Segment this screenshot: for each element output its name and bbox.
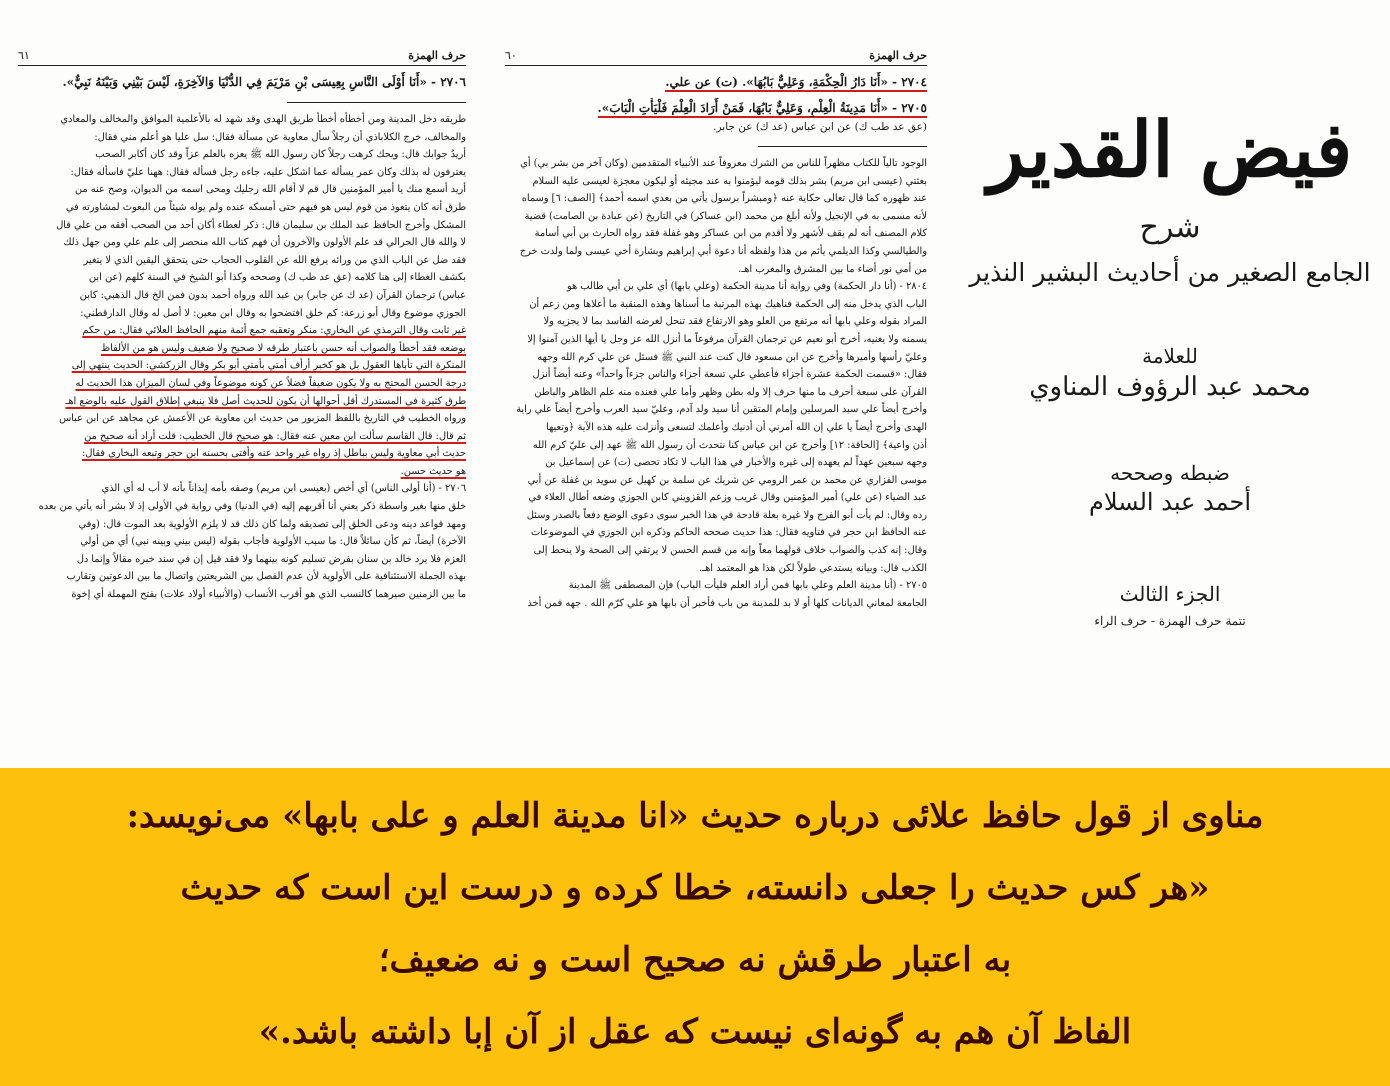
text-line: الوجود تالياً للكتاب مظهراً للناس من الشرك معروفاً عند الأنبياء المتقدمين (وكان آخر من بشر بي) أي [520,158,927,169]
cover-scholar-label: للعلامة [1142,344,1198,368]
text-line: أذن واعية﴾ [الحاقة: ١٢] وأخرج عن ابن عباس كنا نتحدث أن رسول الله ﷺ عهد إلى عليّ كرم الله [532,439,927,451]
text-line: الجامعة لمعاني الديانات كلها أو لا بد للمدينة من باب فأخبر أن بابها هو علي كرّم الله . جهه فمن أخذ [527,597,927,609]
caption-banner [0,768,1390,1086]
text-line: العزم فلا يرد خالد بن سنان بفرض تسليم كونه بينهما ولا فقد قيل إن في سند خبره مقالاً وإنما دل [76,553,466,565]
text-line: المراد بقوله وعلي بابها أنه مرتفع من العلو وهو الارتفاع فقد تنحل لغرضه الفاسد بما لا يجزيه ولا [543,316,927,328]
divider [287,102,466,103]
hadith-2705-text: ٢٧٠٥ - «أَنَا مَدِينَةُ الْعِلْمِ، وَعَلِيٌّ بَابُهَا، فَمَنْ أَرَادَ الْعِلْمَ فَلْيَأْتِ الْبَابَ». [598,101,927,118]
commentary-text [18,111,466,604]
text-line: طريقه دخل المدينة ومن أخطأه أخطأ طريق الهدى وقد شهد له بالأعلمية الموافق والمخالف والمعادي [60,114,466,125]
text-line: عنه الحافظ ابن حجر في فتاويه فقال: هذا حديث صححه الحاكم وذكره ابن الجوزي في الموضوعات [530,527,927,539]
hadith-2704 [505,72,927,92]
text-line: ٢٧٠٦ - (أنا أولى الناس) أي أخص (بعيسى ابن مريم) وصفه بأمه إيذاناً بأنه لا أب له أي الذي [101,483,466,495]
divider [758,146,927,147]
caption-line-3: به اعتبار طرقش نه صحیح است و نه ضعیف؛ [378,940,1012,980]
page-header [505,48,927,66]
text-line: بعثتي (عيسى ابن مريم) بشر بذلك قومه ليؤمنوا به عند مجيئه أو ليكون معجزة لعيسى عليه السلام [532,175,927,187]
text-line: القرآن على سبعة أحرف ما منها حرف إلا وله بطن وظهر وأما علي فعنده منه علم الظاهر والباطن [534,386,927,398]
text-line: أريد أسمع منك يا أمير المؤمنين قال قم لا أقام الله رجليك ومحى اسمه من الديوان، وصح عنه من [74,184,466,196]
text-line: الكذب قال: وبيانه يستدعي طولاً لكن هذا هو المعتمد اهـ. [699,562,927,574]
cover-subtitle: شرح [1139,210,1201,245]
text-line: يسمنه ولا يغنيه، أخرج أبو نعيم عن ترجمان القرآن مرفوعاً ما أنزل الله عز وجل يا أيها الذين آمنوا إلا [527,333,927,345]
page-header-title: حرف الهمزة [408,48,466,62]
text-line: ٢٧٠٥ - (أنا مدينة العلم وعلي بابها فمن أراد العلم فليأت الباب) فإن المصطفى ﷺ المدينة [568,580,927,592]
text-line: وعليّ رأسها وأميرها وأخرج عن ابن مسعود قال كنت عند النبي ﷺ فسئل عن علي كرم الله وجهه [537,351,927,363]
text-line: وجهه سبعين عهداً لم يعهده إلى غيره والأخبار في هذا الباب لا تكاد تحصى (ت) عن إسماعيل بن [545,457,927,469]
text-line: ٢٨٠٤ - (أنا دار الحكمة) وفي رواية أنا مدينة الحكمة (وعلي بابها) أي علي بن أبي طالب هو [566,281,927,293]
book-cover [965,100,1375,630]
text-line: المنكرة التي تأباها العقول بل هو كخبر أرأف أمتي بأمتي أبو بكر وقال الزركشي: الحديث ينتهي إلى [71,360,466,372]
text-line: حديث أبي معاوية وليس بباطل إذ رواه غير واحد عنه وأفتى بحسنه ابن حجر وتبعه البخاري فقال: [81,448,466,460]
text-line: بهذه الجملة الاستئنافية على الأولوية لأن عدم الفصل بين الشريعتين واتصال ما بين الدعوتين وتقارب [66,571,466,583]
text-line: درجة الحسن المحتج به ولا يكون ضعيفاً فضلاً عن كونه موضوعاً وفي لسان الميزان هذا الحديث له [75,377,466,389]
text-line: ثم قال: قال القاسم سألت ابن معين عنه فقال: هو صحيح قال الخطيب: قلت أراد أنه صحيح من [84,430,466,442]
text-line: ومهد قواعد دينه ودعى الخلق إلى تصديقه ولما كان ذلك قد لا يلزم الأولوية بعد الموت قال: (وفي [78,518,466,530]
text-line: كلام المصنف أنه لم يقف لأشهر ولا أقدم من ابن عساكر وهو غفلة فقد رواه الحارث بن أبي أسامة [534,228,927,240]
text-line: المشكل وأخرج الحافظ عبد الملك بن سليمان قال: ذكر لعطاء أكان أحد من الصحب أفقه من علي قال [56,219,466,231]
text-line: عند ظهوره كما قال تعالى حكاية عنه ﴿ومبشراً برسول يأتي من بعدي اسمه أحمد﴾ [الصف: ٦] وسماه [521,193,927,205]
caption-text [0,780,1390,1068]
text-line: الباب الذي يدخل منه إلى الحكمة فناهيك بهذه المرتبة ما أسناها وهذه المنقبة ما أعلاها ومن زعم أن [529,298,927,310]
text-line: يعترفون له بذلك وكان عمر يسأله عما اشكل عليه، جاءه رجل فسأله فقال: ههنا عليّ فاسأله فقال: [70,166,466,178]
page-header [18,48,466,66]
cover-editor-label: ضبطه وصححه [1110,461,1230,485]
text-line: غير ثابت وقال الترمذي عن البخاري: منكر وتعقبه جمع أئمة منهم الحافظ العلائي فقال: من حكم [82,325,466,337]
text-line: والطيالسي وكذا الديلمي يأثم من هذا ولفظه أنا دعوة أبي إبراهيم وبشارة أخي عيسى ولما ولدت خرج [519,245,927,257]
text-line: والمخالف، خرج الكلاباذي أن رجلاً سأل معاوية عن مسألة فقال: سل عليا هو أعلم مني فقال: [94,131,466,143]
text-line: رده وقال: لم يأت أبو الفرج ولا غيره بعلة قادحة في هذا الخبر سوى دعوى الوضع دفعاً بالصدر وسئل [526,509,927,521]
text-line: بكشف الغطاء إلى هنا كلامه (عق عد طب ك) وصححه وكذا أبو الشيخ في السنة كلهم (عن ابن [88,272,466,284]
hadith-2704-text: ٢٧٠٤ - «أَنَا دَارُ الْحِكْمَةِ، وَعَلِيٌّ بَابُهَا». (ت) عن علي. [665,75,927,92]
text-line: فقد ضل عن الباب الذي من ورائه يرفع الله عن القلوب الحجاب حتى يتحقق اليقين الذي لا يتغير [83,254,466,266]
text-line: هو حديث حسن. [400,465,466,477]
text-line: من أمي نور أضاء ما بين المشرق والمغرب اهـ. [738,263,927,275]
text-line: الآخرة) أيضاً، ثم كأن سائلاً قال: ما سبب الأولوية فأجاب بقوله (ليس بيني وبينه نبي) أي من أولي [80,536,466,548]
page-number: ٦١ [18,48,30,62]
text-line: عباس) ترجمان القرآن (عد ك عن جابر) بن عبد الله ورواه أحمد بدون فمن الخ قال الذهبي: كابن [79,289,466,301]
text-line: خلق منها بغير واسطة ذكر يعني أنا أقربهم إليه (في الدنيا) وفي رواية في الأولى إذ لا بشر أنه يأتي من بعده [38,501,466,513]
text-line: وقال: إنه كذب والصواب خلاف قولهما معاً وإنه من قسم الحسن لا يرتقي إلى الصحة ولا ينحط إلى [533,545,927,557]
text-line: ورواه الخطيب في التاريخ باللفظ المزبور من حديث ابن معاوية عن الأعمش عن مجاهد عن ابن عباس [59,413,466,425]
page-header-title: حرف الهمزة [869,48,927,62]
caption-line-1: مناوی از قول حافظ علائی درباره حدیث «انا مدینة العلم و علی بابها» می‌نویسد: [126,796,1264,836]
hadith-2705 [505,98,927,118]
book-page-60 [505,48,927,612]
text-line: الجوزي موضوع وقال أبو زرعة: كم خلق افتضحوا به وقال ابن معين: لا أصل له وقال الدارقطني: [80,307,466,319]
text-line: الهدى وأخرج أيضاً يا علي إن الله أمرني أن أدنيك وأعلمك لتسعى وأنزلت عليه هذه الآية ﴿وتعيها [546,421,927,433]
text-line: فقال: «قسمت الحكمة عشرة أجزاء فأعطي علي تسعة أجزاء والناس جزءاً واحداً» وعنه أيضاً أنزل [532,369,927,381]
commentary-text [505,155,927,612]
cover-scope: تتمة حرف الهمزة - حرف الراء [1094,614,1246,628]
hadith-source: (عق عد طب ك) عن ابن عباس (عد ك) عن جابر. [713,121,927,133]
text-line: أريدُ جوابك قال: ويحك كرهت رجلاً كان رسول الله ﷺ يعزه بالعلم عزاً وقد كان أكابر الصحب [95,149,466,161]
text-line: طرق أنه كان يتعوذ من قوم ليس هو فيهم حتى أمسكه عنده ولم يوله شيئاً من البعوث لمشاورته في [65,201,466,213]
hadith-heading: ٢٧٠٦ - «أَنَا أَوْلَى النَّاسِ بِعِيسَى بْنِ مَرْيَمَ فِي الدُّنْيَا وَالآخِرَةِ، لَيْسَ بَيْنِي وَبَيْنَهُ نَبِيٌّ». [62,75,466,89]
cover-author: محمد عبد الرؤوف المناوي [1029,372,1311,402]
text-line: لأنه مسمى به في الإنجيل ولأنه أبلغ من محمد (ابن عساكر) في التاريخ (عن عبادة بن الصامت) قضية [524,210,927,222]
cover-editor: أحمد عبد السلام [1089,488,1251,516]
text-line: بوضعه فقد أخطأ والصواب أنه حسن باعتبار طرقه لا صحيح ولا ضعيف وليس هو من الألفاظ [101,342,466,354]
text-line: موسى الفزاري عن محمد بن عمر الرومي عن شريك عن سلمة بن كهيل عن سويد بن غفلة عن أبي [527,474,927,486]
caption-line-2: «هر کس حدیث را جعلی دانسته، خطا کرده و درست این است که حدیث [180,868,1210,908]
cover-title: فيض القدير [987,105,1353,194]
text-line: ما بين الزمنين صيرهما كالنسب الذي هو أقرب الأنساب (والأنبياء أولاد علات) بفتح المهملة أي إخوة [71,589,466,601]
text-line: طرق كثيرة في المستدرك أقل أحوالها أن يكون للحديث أصل فلا ينبغي إطلاق القول عليه بالوضع اهـ [65,395,466,407]
text-line: وأخرج أيضاً علي سيد المرسلين وإمام المتقين أنا سيد ولد آدم، وعليّ سيد العرب وأخرج أيضاً علي راية [516,404,927,416]
text-line: عبد الضياء (عن علي) أمير المؤمنين وقال غريب وزعم القزويني كابن الجوزي وضعه أطال العلاء في [528,492,927,504]
book-page-61 [18,48,466,604]
text-line: لا والله قال الحرالي قد علم الأولون والآخرون أن فهم كتاب الله منحصر إلى علم علي ومن جهل ذلك [63,237,466,249]
cover-volume: الجزء الثالث [1119,582,1221,606]
cover-book-name: الجامع الصغير من أحاديث البشير النذير [969,258,1371,287]
page-number: ٦٠ [505,48,517,62]
caption-line-4: الفاظ آن هم به گونه‌ای نیست که عقل از آن إبا داشته باشد.» [258,1012,1132,1052]
